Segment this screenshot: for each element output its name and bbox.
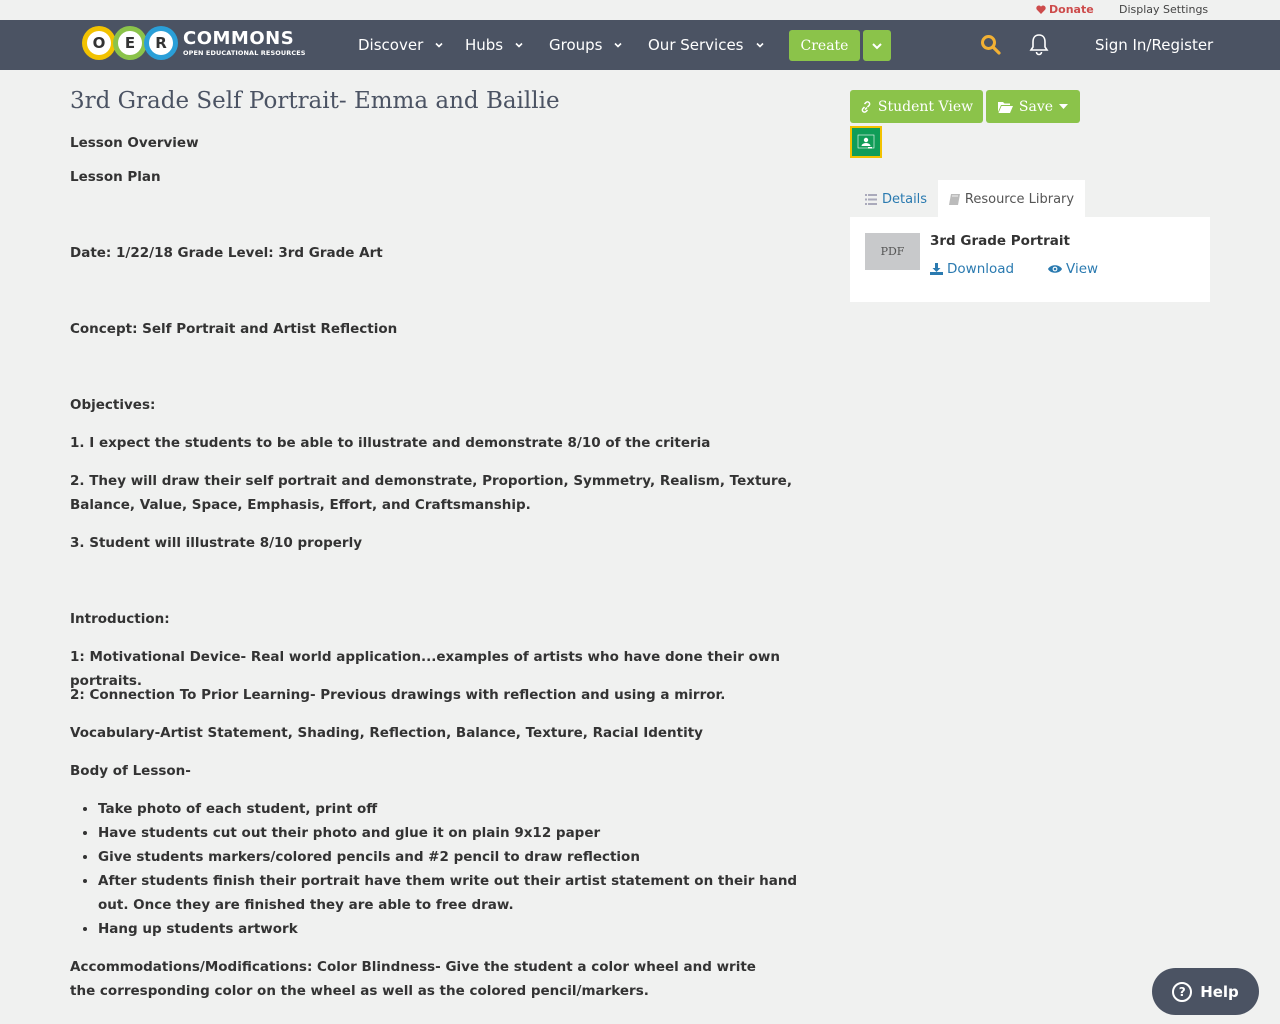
list-item: • Take photo of each student, print off bbox=[98, 797, 818, 821]
lesson-steps-list bbox=[98, 797, 818, 941]
logo-letter: E bbox=[118, 31, 142, 55]
student-view-button[interactable] bbox=[850, 90, 983, 123]
donate-link[interactable] bbox=[1036, 3, 1094, 16]
lesson-paragraph: Introduction: bbox=[70, 611, 170, 627]
chevron-down-icon bbox=[515, 41, 523, 49]
logo-letter: R bbox=[149, 31, 173, 55]
lesson-paragraph: 2. They will draw their self portrait and demonstrate, Proportion, Symmetry, Realism, Texture, Balance, Value, Space, Emphasis, Effort, and Craftsmanship. bbox=[70, 473, 792, 513]
logo-wordmark bbox=[183, 27, 306, 57]
search-icon bbox=[980, 34, 1001, 55]
help-button[interactable] bbox=[1152, 968, 1259, 1015]
create-button[interactable]: Create bbox=[789, 30, 860, 61]
search-button[interactable] bbox=[980, 34, 1001, 59]
lesson-paragraph: 1: Motivational Device- Real world application...examples of artists who have done their own portraits. bbox=[70, 649, 780, 689]
chevron-down-icon bbox=[614, 41, 622, 49]
nav-discover-label: Discover bbox=[358, 36, 424, 54]
eye-icon bbox=[1048, 264, 1062, 274]
save-label: Save bbox=[1018, 98, 1054, 115]
logo-circle-r bbox=[144, 26, 178, 60]
lesson-paragraph: 3. Student will illustrate 8/10 properly bbox=[70, 535, 363, 551]
list-item: • Hang up students artwork bbox=[98, 917, 818, 941]
question-circle-icon: ? bbox=[1172, 982, 1192, 1002]
create-dropdown-button[interactable] bbox=[863, 30, 891, 61]
folder-open-icon bbox=[998, 101, 1013, 113]
tab-details-label: Details bbox=[882, 191, 928, 207]
tab-resource-library[interactable] bbox=[938, 180, 1085, 218]
resource-title[interactable]: 3rd Grade Portrait bbox=[930, 233, 1070, 249]
help-label: Help bbox=[1200, 982, 1239, 1001]
logo-circle-o bbox=[82, 26, 116, 60]
link-icon bbox=[860, 101, 872, 113]
notifications-button[interactable] bbox=[1029, 33, 1049, 60]
book-icon bbox=[949, 194, 960, 205]
logo-circle-e bbox=[113, 26, 147, 60]
oer-commons-logo[interactable] bbox=[82, 26, 306, 60]
logo-brand: COMMONS bbox=[183, 27, 295, 49]
lesson-paragraph: Objectives: bbox=[70, 397, 156, 413]
lesson-paragraph: Date: 1/22/18 Grade Level: 3rd Grade Art bbox=[70, 245, 383, 261]
chevron-down-icon bbox=[871, 40, 883, 52]
bell-icon bbox=[1029, 33, 1049, 56]
download-label: Download bbox=[947, 261, 1015, 277]
google-classroom-button[interactable] bbox=[850, 126, 882, 158]
list-item: • Have students cut out their photo and glue it on plain 9x12 paper bbox=[98, 821, 818, 845]
caret-down-icon bbox=[1059, 104, 1068, 110]
top-navbar bbox=[0, 20, 1280, 70]
logo-letter: O bbox=[87, 31, 111, 55]
nav-hubs-label: Hubs bbox=[465, 36, 504, 54]
donate-label: Donate bbox=[1049, 3, 1094, 16]
lesson-paragraph: Body of Lesson- bbox=[70, 763, 191, 779]
view-label: View bbox=[1066, 261, 1099, 277]
nav-our-services-label: Our Services bbox=[648, 36, 744, 54]
student-view-label: Student View bbox=[877, 98, 974, 115]
list-item: • Give students markers/colored pencils and #2 pencil to draw reflection bbox=[98, 845, 818, 869]
nav-groups[interactable] bbox=[549, 20, 622, 70]
chevron-down-icon bbox=[435, 41, 443, 49]
list-item: • After students finish their portrait have them write out their artist statement on their hand out. Once they are finished they are able to free draw. bbox=[98, 869, 818, 917]
tab-details[interactable] bbox=[865, 180, 927, 218]
download-icon bbox=[930, 263, 943, 275]
nav-discover[interactable] bbox=[358, 20, 443, 70]
resource-library-panel bbox=[850, 217, 1210, 302]
list-icon bbox=[865, 194, 877, 205]
lesson-paragraph: 1. I expect the students to be able to illustrate and demonstrate 8/10 of the criteria bbox=[70, 435, 711, 451]
lesson-paragraph: Vocabulary-Artist Statement, Shading, Reflection, Balance, Texture, Racial Identity bbox=[70, 725, 703, 741]
heart-icon bbox=[1036, 5, 1046, 14]
sign-in-register-link[interactable]: Sign In/Register bbox=[1095, 36, 1214, 54]
utility-bar bbox=[0, 0, 1280, 20]
chevron-down-icon bbox=[756, 41, 764, 49]
tab-resource-library-label: Resource Library bbox=[964, 191, 1075, 207]
lesson-main bbox=[70, 86, 820, 999]
resource-tabs bbox=[850, 180, 1210, 218]
lesson-paragraph: Lesson Plan bbox=[70, 169, 161, 185]
lesson-paragraph: Concept: Self Portrait and Artist Reflection bbox=[70, 321, 398, 337]
page-title: 3rd Grade Self Portrait- Emma and Baillie bbox=[70, 88, 560, 114]
lesson-paragraph: Accommodations/Modifications: Color Blindness- Give the student a color wheel and write the corresponding color on the wheel as well as the colored pencil/markers. bbox=[70, 959, 756, 999]
download-link[interactable] bbox=[930, 261, 1014, 277]
pdf-file-badge: PDF bbox=[865, 233, 920, 270]
lesson-paragraph: Lesson Overview bbox=[70, 135, 199, 151]
lesson-paragraph: 2: Connection To Prior Learning- Previous drawings with reflection and using a mirror. bbox=[70, 687, 726, 703]
nav-hubs[interactable] bbox=[465, 20, 523, 70]
view-link[interactable] bbox=[1048, 261, 1098, 277]
logo-tagline: OPEN EDUCATIONAL RESOURCES bbox=[183, 48, 306, 57]
google-classroom-icon bbox=[855, 131, 877, 153]
nav-our-services[interactable] bbox=[648, 20, 764, 70]
display-settings-link[interactable]: Display Settings bbox=[1119, 3, 1209, 16]
nav-groups-label: Groups bbox=[549, 36, 603, 54]
save-button[interactable] bbox=[986, 90, 1080, 123]
